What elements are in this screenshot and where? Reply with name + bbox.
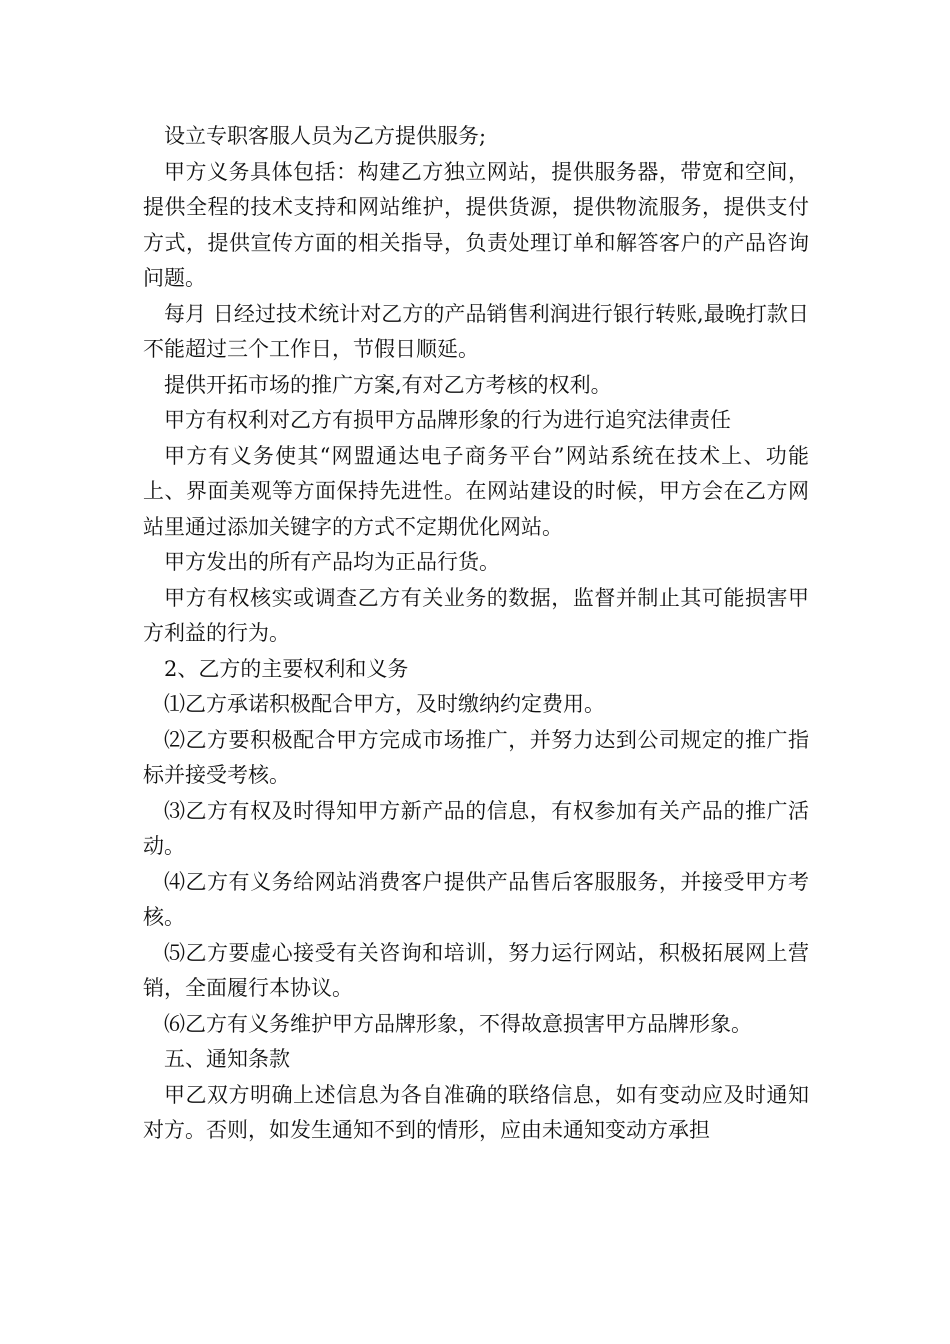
paragraph-4: 提供开拓市场的推广方案,有对乙方考核的权利。 <box>164 372 612 397</box>
section-heading-notice-clause: 五、通知条款 <box>164 1047 290 1071</box>
paragraph-6: 甲方有义务使其“网盟通达电子商务平台”网站系统在技术上、功能上、界面美观等方面保持先进性。在网站建设的时候，甲方会在乙方网站里通过添加关键字的方式不定期优化网站。 <box>143 443 809 539</box>
section-heading-party-b-rights: 2、乙方的主要权利和义务 <box>164 656 409 681</box>
document-body <box>143 119 809 1149</box>
list-item-2: ⑵乙方要积极配合甲方完成市场推广，并努力达到公司规定的推广指标并接受考核。 <box>143 727 809 787</box>
list-item-5: ⑸乙方要虚心接受有关咨询和培训，努力运行网站，积极拓展网上营销，全面履行本协议。 <box>143 940 809 1000</box>
paragraph-notice: 甲乙双方明确上述信息为各自准确的联络信息，如有变动应及时通知对方。否则，如发生通知不到的情形，应由未通知变动方承担 <box>143 1082 809 1142</box>
list-item-3: ⑶乙方有权及时得知甲方新产品的信息，有权参加有关产品的推广活动。 <box>143 798 809 858</box>
list-item-6: ⑹乙方有义务维护甲方品牌形象，不得故意损害甲方品牌形象。 <box>164 1011 752 1036</box>
paragraph-5: 甲方有权利对乙方有损甲方品牌形象的行为进行追究法律责任 <box>164 408 731 432</box>
paragraph-3: 每月 日经过技术统计对乙方的产品销售利润进行银行转账,最晚打款日不能超过三个工作日，节假日顺延。 <box>143 301 809 361</box>
list-item-4: ⑷乙方有义务给网站消费客户提供产品售后客服服务，并接受甲方考核。 <box>143 869 809 929</box>
paragraph-8: 甲方有权核实或调查乙方有关业务的数据，监督并制止其可能损害甲方利益的行为。 <box>143 585 809 645</box>
list-item-1: ⑴乙方承诺积极配合甲方，及时缴纳约定费用。 <box>164 692 605 716</box>
paragraph-2: 甲方义务具体包括：构建乙方独立网站，提供服务器，带宽和空间，提供全程的技术支持和网站维护，提供货源，提供物流服务，提供支付方式，提供宣传方面的相关指导，负责处理订单和解答客户的产品咨询问题。 <box>143 159 809 290</box>
paragraph-7: 甲方发出的所有产品均为正品行货。 <box>164 550 500 574</box>
paragraph-1: 设立专职客服人员为乙方提供服务; <box>164 124 487 148</box>
